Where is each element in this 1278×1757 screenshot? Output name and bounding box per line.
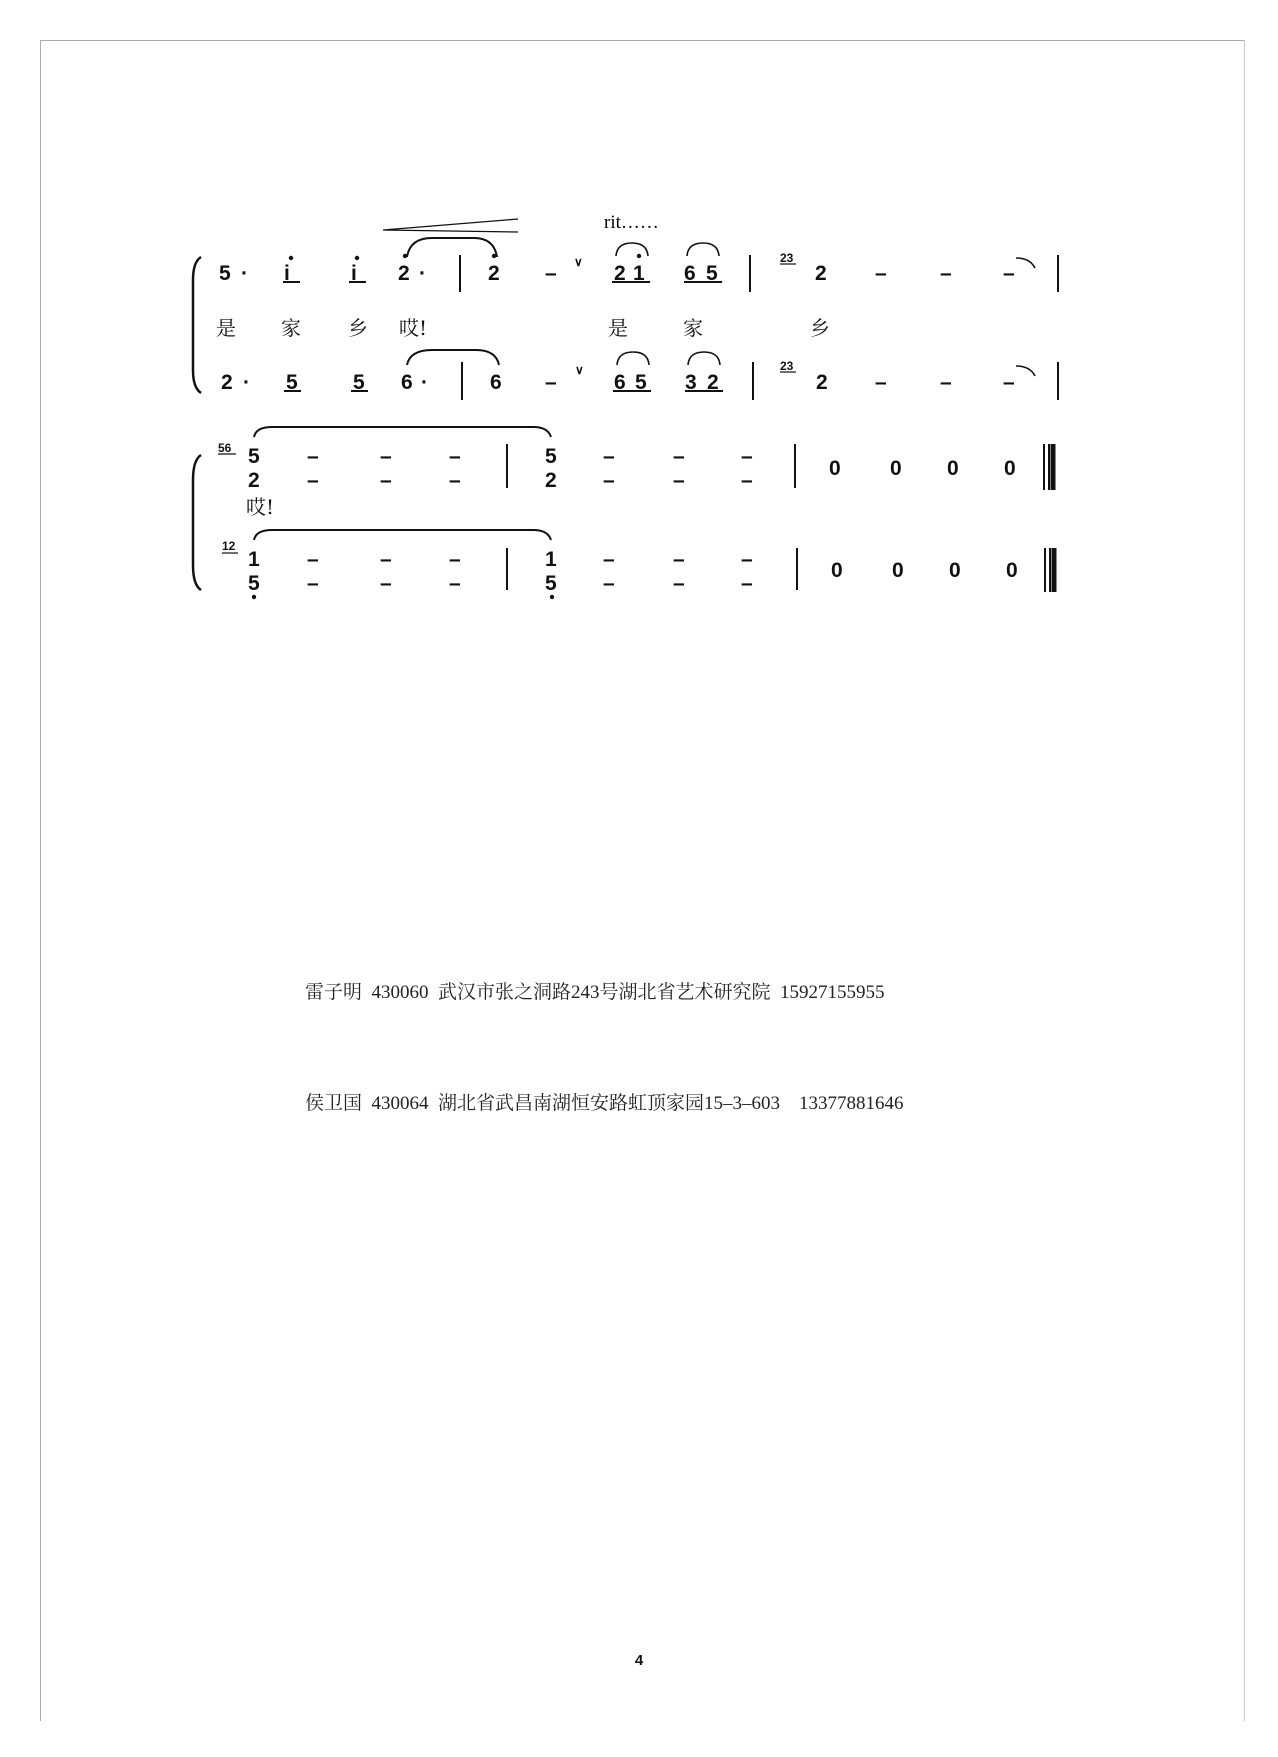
note: 2: [488, 262, 500, 285]
rest: 0: [947, 457, 959, 480]
note: 6: [614, 371, 626, 394]
contact-line: 侯卫国 430064 湖北省武昌南湖恒安路虹顶家园15–3–603 13377881646: [305, 1093, 904, 1114]
dash: –: [1003, 262, 1015, 285]
dash: –: [449, 572, 461, 595]
dash: –: [1003, 371, 1015, 394]
note: 5: [353, 371, 365, 394]
note: 6: [684, 262, 696, 285]
dash: –: [741, 548, 753, 571]
note: i: [284, 262, 290, 285]
dot: ·: [243, 371, 250, 394]
dash: –: [545, 371, 557, 394]
dash: –: [875, 371, 887, 394]
note: 5: [248, 572, 260, 595]
contact-info: [305, 900, 904, 1196]
dot: ·: [241, 262, 248, 285]
note: 5: [706, 262, 718, 285]
tie: [254, 530, 551, 540]
dash: –: [307, 469, 319, 492]
low-dot: [550, 595, 554, 599]
dash: –: [449, 445, 461, 468]
gliss-arrow: [1016, 366, 1035, 376]
note: 5: [545, 572, 557, 595]
low-dot: [252, 595, 256, 599]
note: 1: [633, 262, 645, 285]
note: 5: [286, 371, 298, 394]
rest: 0: [831, 559, 843, 582]
note: 2: [816, 371, 828, 394]
contact-line: 雷子明 430060 武汉市张之洞路243号湖北省艺术研究院 15927155955: [305, 982, 885, 1003]
breath-mark: ∨: [574, 255, 583, 269]
dash: –: [940, 262, 952, 285]
slur: [407, 350, 499, 365]
note: i: [351, 262, 357, 285]
dash: –: [380, 469, 392, 492]
dash: –: [603, 548, 615, 571]
dash: –: [673, 548, 685, 571]
dash: –: [940, 371, 952, 394]
lyric: 家: [683, 316, 703, 340]
high-dot: [289, 256, 293, 260]
grace-notes: 56: [218, 441, 232, 455]
breath-mark: ∨: [575, 363, 584, 377]
page-number: 4: [634, 1652, 644, 1669]
grace-notes: 23: [780, 251, 794, 265]
high-dot: [637, 254, 641, 258]
dash: –: [741, 469, 753, 492]
lyric: 家: [281, 316, 301, 340]
dash: –: [380, 445, 392, 468]
dash: –: [380, 572, 392, 595]
rest: 0: [892, 559, 904, 582]
rest: 0: [1006, 559, 1018, 582]
slur: [688, 352, 720, 365]
lyric: 乡: [348, 316, 368, 340]
dash: –: [603, 469, 615, 492]
rest: 0: [1004, 457, 1016, 480]
rest: 0: [890, 457, 902, 480]
dash: –: [449, 469, 461, 492]
note: 3: [685, 371, 697, 394]
dash: –: [380, 548, 392, 571]
slur: [617, 352, 649, 365]
slur: [687, 243, 719, 256]
note: 6: [490, 371, 502, 394]
dash: –: [673, 469, 685, 492]
lyric: 乡: [810, 316, 830, 340]
dot: ·: [421, 371, 428, 394]
high-dot: [355, 256, 359, 260]
note: 2: [614, 262, 626, 285]
dash: –: [741, 445, 753, 468]
high-dot: [492, 254, 496, 258]
note: 1: [248, 548, 260, 571]
high-dot: [403, 254, 407, 258]
note: 5: [219, 262, 231, 285]
note: 2: [248, 469, 260, 492]
note: 2: [398, 262, 410, 285]
note: 6: [401, 371, 413, 394]
note: 5: [545, 445, 557, 468]
gliss-arrow: [1016, 258, 1035, 268]
dash: –: [307, 548, 319, 571]
note: 2: [221, 371, 233, 394]
dash: –: [603, 445, 615, 468]
dash: –: [673, 445, 685, 468]
grace-notes: 23: [780, 359, 794, 373]
note: 5: [248, 445, 260, 468]
slur: [407, 238, 497, 257]
lyric: 是: [216, 316, 236, 340]
rest: 0: [829, 457, 841, 480]
lyric: 哎!: [246, 495, 275, 519]
dot: ·: [419, 262, 426, 285]
tempo-marking: rit……: [604, 212, 659, 233]
grace-notes: 12: [222, 539, 236, 553]
note: 2: [815, 262, 827, 285]
dash: –: [875, 262, 887, 285]
tie: [254, 427, 551, 437]
system1-brace: [193, 257, 201, 393]
rest: 0: [949, 559, 961, 582]
crescendo-hairpin: [383, 219, 518, 232]
note: 5: [635, 371, 647, 394]
dash: –: [307, 445, 319, 468]
dash: –: [545, 262, 557, 285]
note: 1: [545, 548, 557, 571]
dash: –: [603, 572, 615, 595]
dash: –: [673, 572, 685, 595]
dash: –: [449, 548, 461, 571]
dash: –: [741, 572, 753, 595]
slur: [616, 243, 648, 256]
dash: –: [307, 572, 319, 595]
system2-brace: [193, 455, 201, 590]
lyric: 哎!: [399, 316, 428, 340]
note: 2: [707, 371, 719, 394]
lyric: 是: [608, 316, 628, 340]
note: 2: [545, 469, 557, 492]
